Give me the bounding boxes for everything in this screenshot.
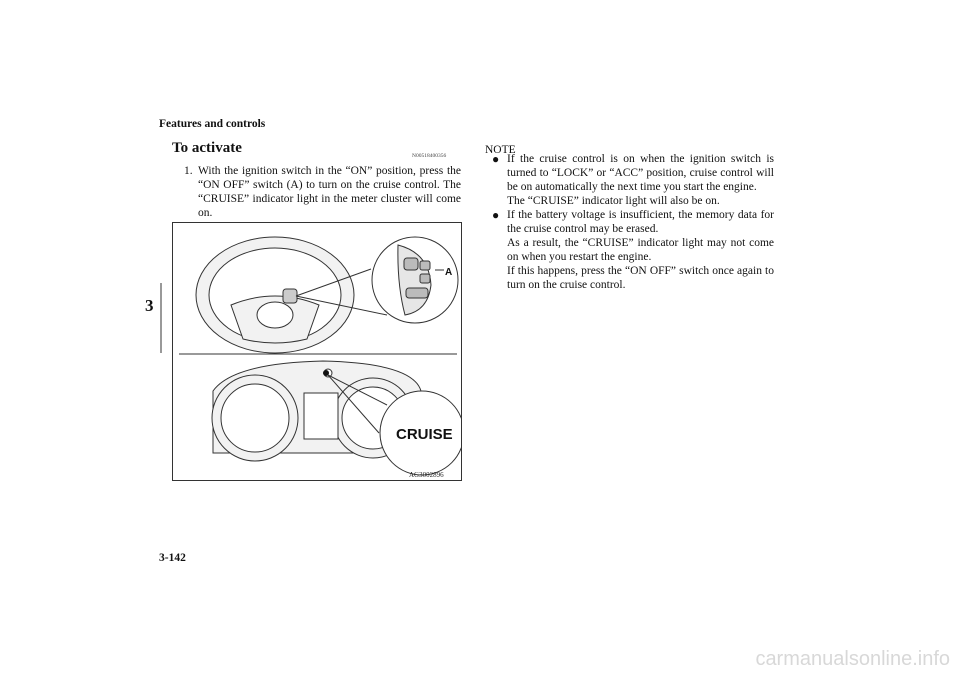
figure-code: AG3002896	[409, 471, 444, 479]
watermark: carmanualsonline.info	[755, 648, 950, 670]
indicator-dot-icon	[323, 370, 329, 376]
cruise-indicator-label: CRUISE	[396, 426, 453, 443]
note-bullet	[492, 208, 774, 292]
step-number: 1.	[184, 165, 193, 177]
cruise-control-diagram	[173, 223, 462, 481]
chapter-tab	[118, 283, 162, 353]
bullet-icon: ●	[492, 152, 500, 166]
section-heading: To activate	[172, 140, 242, 156]
note-bullet-list	[492, 152, 774, 292]
note-bullet	[492, 152, 774, 208]
bullet-line: The “CRUISE” indicator light will also be on.	[507, 195, 720, 207]
switch-zoom-icon	[372, 237, 458, 323]
callout-label: A	[445, 267, 453, 278]
instruction-step	[184, 164, 461, 220]
bullet-line: If this happens, press the “ON OFF” switch once again to turn on the cruise control.	[507, 265, 774, 291]
bullet-line: If the cruise control is on when the ignition switch is turned to “LOCK” or “ACC” position, cruise control will be on automatically the next time you start the engine.	[507, 153, 774, 193]
figure-illustration	[172, 222, 462, 481]
chapter-number: 3	[145, 296, 154, 315]
page-number: 3-142	[159, 552, 186, 564]
bullet-line: If the battery voltage is insufficient, the memory data for the cruise control may be erased.	[507, 209, 774, 235]
steering-wheel-icon	[196, 237, 354, 353]
note-label: NOTE	[485, 144, 516, 156]
step-text: With the ignition switch in the “ON” position, press the “ON OFF” switch (A) to turn on the cruise control. The “CRUISE” indicator light in the meter cluster will come on.	[198, 165, 461, 219]
section-header: Features and controls	[159, 118, 266, 130]
bullet-icon: ●	[492, 208, 500, 222]
bullet-line: As a result, the “CRUISE” indicator light may not come on when you restart the engine.	[507, 237, 774, 263]
section-code: N00518400356	[412, 153, 447, 159]
